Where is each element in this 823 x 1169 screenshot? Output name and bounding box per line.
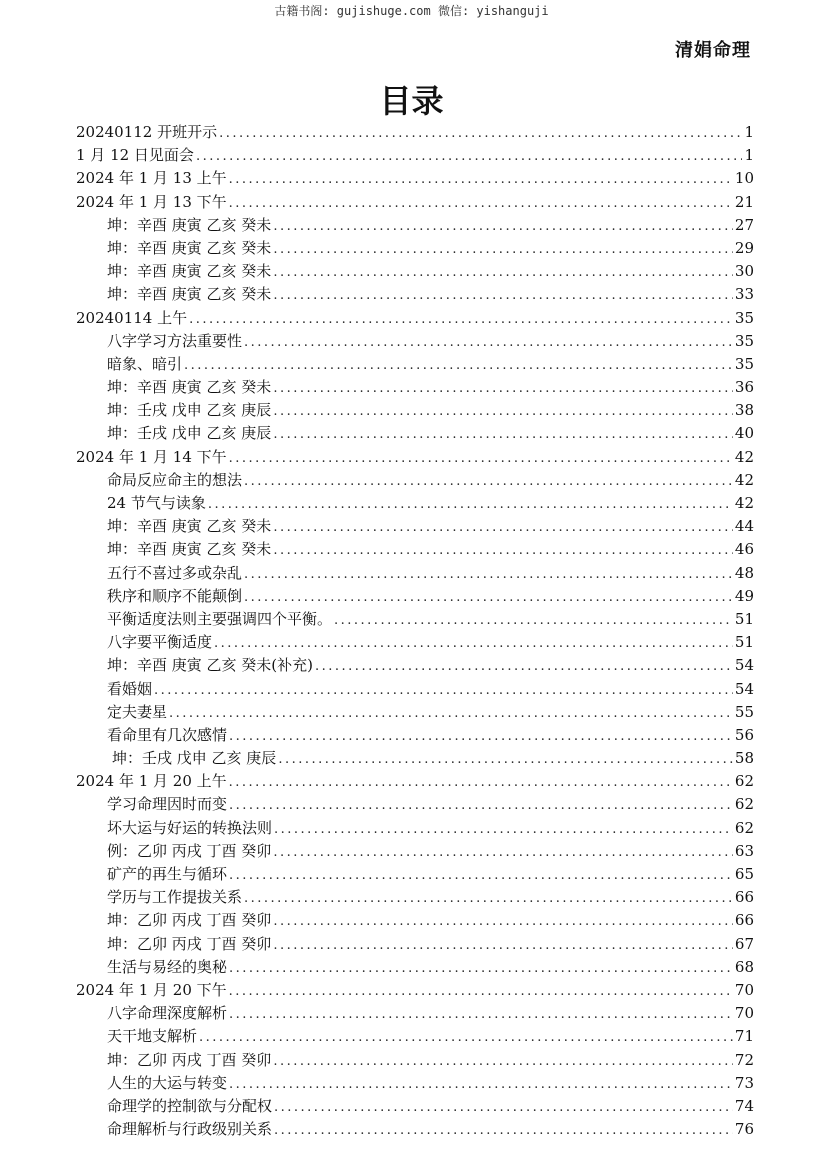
dot-leader: [334, 609, 733, 632]
toc-entry-page: 42: [734, 447, 754, 466]
dot-leader: [273, 423, 733, 446]
toc-entry[interactable]: [76, 701, 754, 724]
toc-entry[interactable]: [76, 817, 754, 840]
toc-entry-title: 20240114 上午: [76, 308, 188, 327]
toc-entry-title: 坤：乙卯 丙戌 丁酉 癸卯: [107, 1050, 272, 1069]
toc-entry-title: 平衡适度法则主要强调四个平衡。: [107, 609, 333, 628]
toc-entry-page: 55: [734, 702, 754, 721]
toc-entry-title: 暗象、暗引: [107, 354, 183, 373]
toc-entry-page: 49: [734, 586, 754, 605]
toc-entry-page: 40: [734, 424, 754, 443]
toc-entry-page: 42: [734, 494, 754, 512]
toc-entry[interactable]: [76, 1025, 754, 1048]
toc-entry-title: 2024 年 1 月 13 上午: [76, 169, 227, 188]
toc-entry-page: 66: [734, 911, 754, 930]
toc-entry[interactable]: [76, 1118, 754, 1141]
dot-leader: [273, 516, 733, 539]
toc-entry-title: 坤：辛酉 庚寅 乙亥 癸未: [107, 540, 272, 559]
toc-entry-title: 坤：辛酉 庚寅 乙亥 癸未: [107, 238, 272, 257]
toc-entry-page: 58: [734, 749, 754, 768]
toc-entry-title: 八字命理深度解析: [107, 1004, 228, 1023]
dot-leader: [208, 493, 733, 516]
toc-entry-page: 46: [734, 540, 754, 559]
dot-leader: [273, 238, 733, 261]
toc-entry-page: 70: [734, 980, 754, 999]
toc-entry-title: 坤：壬戌 戊申 乙亥 庚辰: [107, 424, 272, 443]
toc-entry[interactable]: [76, 399, 754, 422]
dot-leader: [244, 563, 733, 586]
toc-entry-title: 例：乙卯 丙戌 丁酉 癸卯: [107, 841, 272, 860]
dot-leader: [229, 725, 733, 748]
toc-entry[interactable]: [76, 909, 754, 932]
toc-entry[interactable]: [76, 608, 754, 631]
toc-entry[interactable]: [76, 446, 754, 469]
toc-entry-title: 命理学的控制欲与分配权: [107, 1096, 273, 1115]
dot-leader: [169, 702, 733, 725]
toc-entry-title: 坤：辛酉 庚寅 乙亥 癸未: [107, 285, 272, 304]
dot-leader: [154, 679, 733, 702]
toc-entry-page: 67: [734, 934, 754, 953]
toc-entry[interactable]: [76, 585, 754, 608]
toc-entry-page: 21: [734, 192, 754, 211]
toc-entry[interactable]: [76, 654, 754, 677]
dot-leader: [229, 864, 733, 887]
toc-entry-title: 五行不喜过多或杂乱: [107, 563, 243, 582]
toc-entry-page: 62: [734, 795, 754, 814]
toc-entry-page: 1: [744, 123, 754, 141]
dot-leader: [244, 470, 733, 493]
toc-entry[interactable]: [76, 793, 754, 816]
toc-entry-page: 54: [734, 656, 754, 675]
toc-entry-title: 坤：壬戌 戊申 乙亥 庚辰: [112, 749, 277, 768]
toc-entry[interactable]: [76, 376, 754, 399]
toc-entry[interactable]: [76, 678, 754, 701]
toc-entry-title: 秩序和顺序不能颠倒: [107, 586, 243, 605]
toc-entry-title: 命理解析与行政级别关系: [107, 1120, 273, 1139]
dot-leader: [273, 261, 733, 284]
dot-leader: [273, 215, 733, 238]
toc-entry-page: 27: [734, 215, 754, 234]
toc-entry-title: 看命里有几次感情: [107, 725, 228, 744]
toc-entry-page: 51: [734, 633, 754, 652]
dot-leader: [244, 331, 733, 354]
toc-entry-title: 24 节气与读象: [107, 494, 206, 512]
toc-entry[interactable]: [76, 121, 754, 144]
toc-entry[interactable]: [76, 840, 754, 863]
toc-entry[interactable]: [76, 562, 754, 585]
dot-leader: [229, 1003, 733, 1026]
toc-entry-title: 坤：辛酉 庚寅 乙亥 癸未: [107, 215, 272, 234]
dot-leader: [219, 122, 742, 145]
toc-entry-title: 生活与易经的奥秘: [107, 957, 228, 976]
toc-entry-page: 66: [734, 888, 754, 907]
dot-leader: [229, 957, 733, 980]
toc-entry-page: 10: [734, 169, 754, 188]
toc-entry-title: 坤：辛酉 庚寅 乙亥 癸未: [107, 378, 272, 397]
dot-leader: [229, 980, 733, 1003]
dot-leader: [273, 910, 733, 933]
dot-leader: [273, 841, 733, 864]
brand-title: 清娟命理: [675, 40, 751, 61]
toc-entry-page: 44: [734, 517, 754, 536]
toc-entry-page: 35: [734, 308, 754, 327]
toc-entry-page: 68: [734, 957, 754, 976]
toc-entry-title: 坤：辛酉 庚寅 乙亥 癸未(补充): [107, 656, 314, 675]
dot-leader: [184, 354, 733, 377]
toc-entry[interactable]: [76, 979, 754, 1002]
toc-entry-title: 坤：辛酉 庚寅 乙亥 癸未: [107, 517, 272, 536]
dot-leader: [229, 794, 733, 817]
toc-entry-page: 42: [734, 470, 754, 489]
toc-entry-title: 定夫妻星: [107, 702, 168, 721]
table-of-contents: [76, 121, 754, 1141]
toc-entry[interactable]: [76, 167, 754, 190]
toc-entry-page: 62: [734, 818, 754, 837]
dot-leader: [274, 818, 733, 841]
toc-entry-page: 76: [734, 1120, 754, 1139]
toc-entry-title: 2024 年 1 月 20 下午: [76, 980, 227, 999]
toc-entry[interactable]: [76, 770, 754, 793]
toc-entry-page: 30: [734, 262, 754, 281]
toc-entry-page: 65: [734, 865, 754, 883]
toc-entry-page: 54: [734, 679, 754, 698]
toc-entry[interactable]: [76, 956, 754, 979]
toc-entry-title: 天干地支解析: [107, 1027, 198, 1046]
toc-entry[interactable]: [76, 330, 754, 353]
dot-leader: [189, 308, 733, 331]
toc-entry-page: 35: [734, 331, 754, 350]
toc-entry-title: 命局反应命主的想法: [107, 470, 243, 489]
toc-entry-page: 38: [734, 401, 754, 420]
toc-entry[interactable]: [76, 492, 754, 515]
toc-entry-title: 矿产的再生与循环: [107, 865, 228, 883]
toc-entry-title: 八字要平衡适度: [107, 633, 213, 652]
dot-leader: [273, 539, 733, 562]
toc-entry[interactable]: [76, 1072, 754, 1095]
toc-entry-title: 2024 年 1 月 13 下午: [76, 192, 227, 211]
dot-leader: [244, 887, 733, 910]
toc-entry-title: 看婚姻: [107, 679, 153, 698]
dot-leader: [229, 192, 733, 215]
dot-leader: [315, 655, 733, 678]
dot-leader: [229, 168, 733, 191]
toc-entry-page: 56: [734, 725, 754, 744]
dot-leader: [278, 748, 733, 771]
toc-entry-page: 62: [734, 772, 754, 791]
toc-entry-title: 20240112 开班开示: [76, 123, 218, 141]
dot-leader: [273, 377, 733, 400]
toc-entry[interactable]: [76, 724, 754, 747]
toc-entry-page: 71: [734, 1027, 754, 1046]
toc-entry[interactable]: [76, 307, 754, 330]
toc-entry[interactable]: [76, 191, 754, 214]
toc-entry[interactable]: [76, 863, 754, 886]
dot-leader: [196, 145, 743, 168]
toc-entry-title: 2024 年 1 月 14 下午: [76, 447, 227, 466]
toc-entry[interactable]: [76, 422, 754, 445]
toc-entry-page: 1: [744, 146, 754, 165]
page-title: 目录: [379, 82, 444, 120]
toc-entry-title: 1 月 12 日见面会: [76, 146, 194, 165]
toc-entry-page: 29: [734, 238, 754, 257]
toc-entry[interactable]: [76, 1002, 754, 1025]
toc-entry[interactable]: [76, 747, 754, 770]
dot-leader: [214, 632, 733, 655]
toc-entry[interactable]: [76, 933, 754, 956]
toc-entry-page: 72: [734, 1050, 754, 1069]
dot-leader: [273, 1050, 733, 1073]
toc-entry[interactable]: [76, 886, 754, 909]
toc-entry[interactable]: [76, 237, 754, 260]
toc-entry-title: 坏大运与好运的转换法则: [107, 818, 273, 837]
toc-entry-title: 学习命理因时而变: [107, 795, 228, 814]
dot-leader: [273, 934, 733, 957]
toc-entry-page: 73: [734, 1073, 754, 1092]
toc-entry-page: 63: [734, 841, 754, 860]
toc-entry[interactable]: [76, 283, 754, 306]
toc-entry-title: 坤：壬戌 戊申 乙亥 庚辰: [107, 401, 272, 420]
toc-entry-page: 35: [734, 354, 754, 373]
dot-leader: [273, 400, 733, 423]
toc-entry[interactable]: [76, 1095, 754, 1118]
dot-leader: [274, 1119, 733, 1142]
toc-entry[interactable]: [76, 260, 754, 283]
toc-entry-page: 33: [734, 285, 754, 304]
toc-entry[interactable]: [76, 538, 754, 561]
toc-entry-page: 74: [734, 1096, 754, 1115]
watermark-text: 古籍书阁: gujishuge.com 微信: yishanguji: [274, 4, 549, 18]
toc-entry[interactable]: [76, 1049, 754, 1072]
toc-entry-title: 八字学习方法重要性: [107, 331, 243, 350]
toc-entry[interactable]: [76, 515, 754, 538]
dot-leader: [229, 1073, 733, 1096]
toc-entry[interactable]: [76, 144, 754, 167]
toc-entry[interactable]: [76, 469, 754, 492]
dot-leader: [274, 1096, 733, 1119]
dot-leader: [199, 1026, 733, 1049]
toc-entry-page: 36: [734, 378, 754, 397]
toc-entry-title: 坤：乙卯 丙戌 丁酉 癸卯: [107, 911, 272, 930]
toc-entry[interactable]: [76, 214, 754, 237]
dot-leader: [273, 284, 733, 307]
toc-entry[interactable]: [76, 353, 754, 376]
toc-entry-title: 学历与工作提拔关系: [107, 888, 243, 907]
toc-entry-title: 2024 年 1 月 20 上午: [76, 772, 227, 791]
toc-entry-page: 48: [734, 563, 754, 582]
toc-entry-title: 坤：辛酉 庚寅 乙亥 癸未: [107, 262, 272, 281]
toc-entry-page: 70: [734, 1004, 754, 1023]
dot-leader: [229, 771, 733, 794]
toc-entry-title: 人生的大运与转变: [107, 1073, 228, 1092]
toc-entry[interactable]: [76, 631, 754, 654]
dot-leader: [229, 447, 733, 470]
dot-leader: [244, 586, 733, 609]
toc-entry-page: 51: [734, 609, 754, 628]
toc-entry-title: 坤：乙卯 丙戌 丁酉 癸卯: [107, 934, 272, 953]
